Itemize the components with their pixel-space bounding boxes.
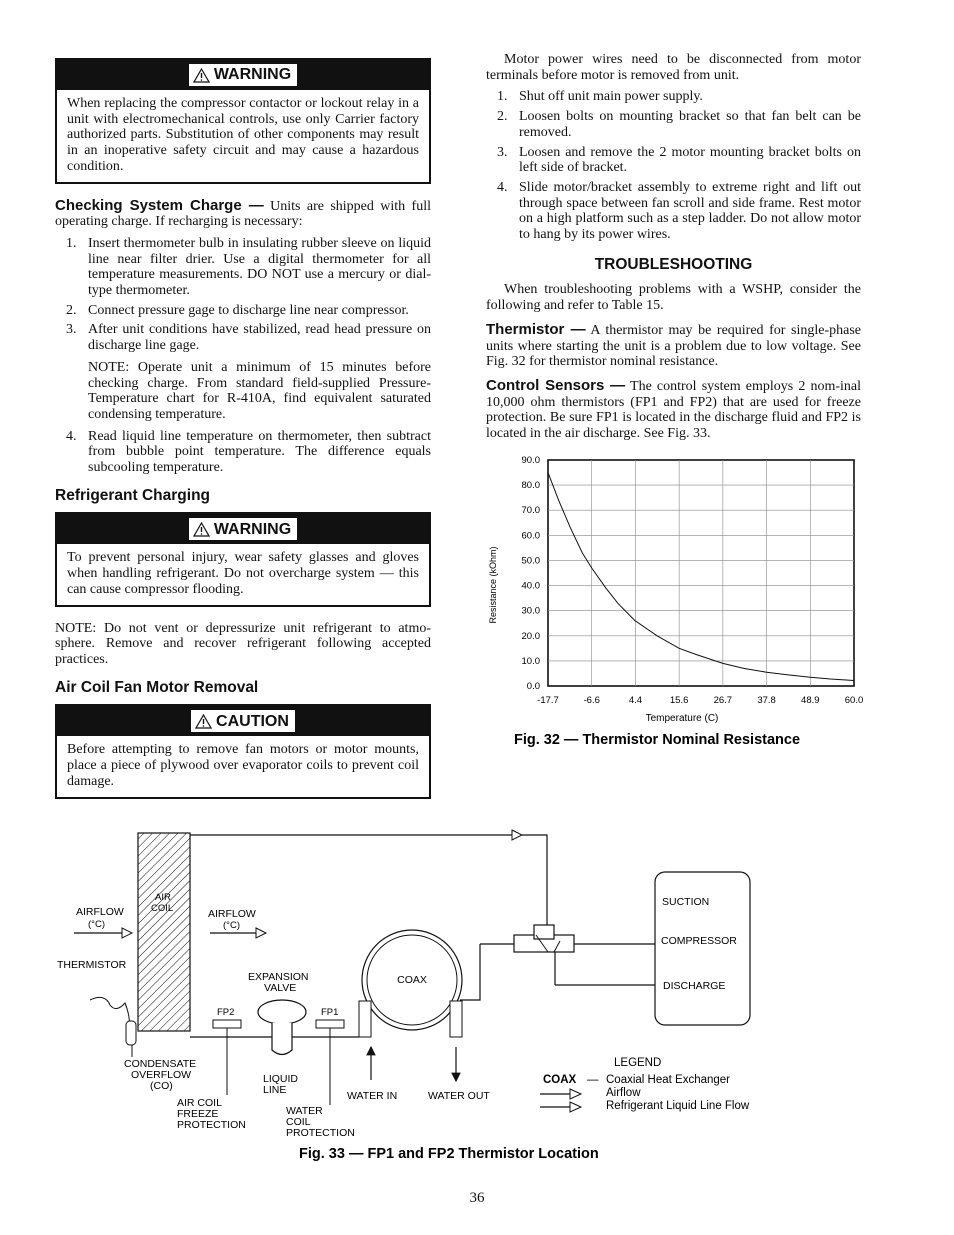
chart-ytick-label: 60.0: [521, 530, 540, 542]
fp2-label: FP2: [217, 1007, 235, 1018]
legend-airflow: Airflow: [606, 1087, 641, 1099]
list-item: 4. Read liquid line temperature on thermometer, then subtract from bubble point temperature. The difference equals subcooling temperature.: [66, 428, 431, 476]
warning-triangle-icon: [193, 68, 210, 83]
water-fp-label: WATER: [286, 1105, 323, 1117]
chart-ytick-label: 10.0: [521, 655, 540, 667]
warning-text: To prevent personal injury, wear safety glasses and gloves when handling refrigerant. Do not overcharge system — this can cause compressor flooding.: [67, 550, 419, 597]
fp1-label: FP1: [321, 1007, 339, 1018]
fp2-sensor: [213, 1020, 241, 1028]
airflow-unit: (°C): [88, 919, 105, 930]
thermistor-text: A thermistor may be required for single-phase units where starting the unit is a problem due to low voltage. See Fig. 32 for thermistor nominal resistance.: [486, 322, 861, 370]
fp1-fp2-diagram: [50, 825, 840, 1170]
list-item: 2. Connect pressure gage to discharge line near compressor.: [66, 302, 409, 318]
warning-box-contactor: [55, 58, 431, 184]
list-item: 2. Loosen bolts on mounting bracket so that fan belt can be removed.: [497, 109, 861, 140]
legend-airflow-arrow-icon: [570, 1089, 581, 1099]
condensate-label: (CO): [150, 1080, 173, 1092]
checking-charge-intro: Units are shipped with full operating charge. If recharging is necessary:: [55, 198, 431, 230]
control-sensors-text: The control system employs 2 nom-inal 10,000 ohm thermistors (FP1 and FP2) that are used for freeze protection. Be sure FP1 is located in the discharge fluid and FP2 is located in the air discharge. See Fig. 33.: [486, 378, 861, 442]
left-column: [55, 58, 431, 809]
caution-box-fan: [55, 704, 431, 798]
chart-ytick-label: 80.0: [521, 480, 540, 492]
warning-label: WARNING: [189, 64, 297, 86]
water-fp-label: COIL: [286, 1116, 311, 1128]
liquid-line-label: LIQUID: [263, 1073, 299, 1085]
motor-intro: Motor power wires need to be disconnected from motor terminals before motor is removed from unit.: [486, 52, 861, 83]
chart-ytick-label: 40.0: [521, 580, 540, 592]
charge-steps-cont: [55, 429, 431, 476]
thermistor-resistance-chart: [480, 450, 880, 750]
chart-xtick-label: -6.6: [583, 695, 600, 706]
list-item: 4. Slide motor/bracket assembly to extreme right and lift out through space between fan scroll and side frame. Rest motor on a high platform such as a step ladder. Do not allow motor to hang by its power wires.: [497, 179, 861, 243]
motor-steps: [486, 89, 861, 242]
chart-ytick-label: 20.0: [521, 630, 540, 642]
caution-text: Before attempting to remove fan motors or motor mounts, place a piece of plywood over evaporator coils to prevent coil damage.: [67, 742, 419, 789]
coax-label: COAX: [397, 974, 427, 986]
troubleshooting-heading: TROUBLESHOOTING: [594, 255, 753, 273]
chart-ytick-label: 90.0: [521, 455, 540, 466]
page-number: 36: [469, 1190, 485, 1206]
caution-label: CAUTION: [191, 710, 295, 732]
expansion-label: EXPANSION: [248, 971, 309, 983]
warning-text: When replacing the compressor contactor or lockout relay in a unit with electromechanical controls, use only Carrier factory authorized parts. Substitution of other components may result in an inoperative safety circuit and may cause a hazardous condition.: [67, 96, 419, 174]
chart-xlabel: Temperature (C): [645, 713, 719, 724]
charge-note: NOTE: Operate unit a minimum of 15 minutes before checking charge. From standard field-supplied Pressure-Temperature chart for R-410A, find equivalent saturated condensing temperature.: [88, 359, 431, 422]
chart-xtick-label: 26.7: [713, 695, 733, 706]
legend-coax-key: COAX: [543, 1074, 577, 1086]
compressor: [655, 872, 750, 1025]
liquid-line-label: LINE: [263, 1084, 287, 1096]
legend-refrigerant-arrow-icon: [570, 1102, 581, 1112]
warning-box-refrigerant: [55, 512, 431, 606]
air-coil: [138, 833, 190, 1031]
fp1-sensor: [316, 1020, 344, 1028]
expansion-valve: [258, 1000, 306, 1024]
chart-ytick-label: 70.0: [521, 505, 540, 517]
chart-xtick-label: 37.8: [757, 695, 776, 706]
air-coil-label: COIL: [151, 903, 174, 914]
charge-steps: [55, 236, 431, 354]
warning-label: WARNING: [189, 518, 297, 540]
airflow-unit: (°C): [223, 920, 240, 931]
chart-ylabel: Resistance (kOhm): [488, 546, 498, 624]
chart-ytick-label: 0.0: [526, 681, 540, 692]
flow-arrow-icon: [512, 830, 522, 840]
chart-xtick-label: 48.9: [801, 695, 820, 706]
control-sensors-heading: Control Sensors —: [486, 376, 626, 394]
refrigerant-charging-heading: Refrigerant Charging: [55, 486, 211, 504]
air-coil-label: AIR: [155, 892, 171, 903]
condensate-label: OVERFLOW: [131, 1069, 192, 1081]
right-column: [486, 52, 861, 448]
legend-dash: —: [587, 1074, 599, 1086]
air-coil-fp-label: AIR COIL: [177, 1097, 222, 1109]
thermistor-heading: Thermistor —: [486, 320, 586, 338]
airflow-arrow-icon: [122, 928, 132, 938]
chart-ytick-label: 30.0: [521, 605, 540, 617]
legend-coax-desc: Coaxial Heat Exchanger: [606, 1074, 731, 1086]
legend-title: LEGEND: [614, 1057, 662, 1069]
list-item: 3. Loosen and remove the 2 motor mounting bracket bolts on left side of bracket.: [497, 144, 861, 176]
warning-triangle-icon: [195, 714, 212, 729]
airflow-arrow-icon: [256, 928, 266, 938]
water-in-label: WATER IN: [347, 1090, 398, 1102]
expansion-label: VALVE: [264, 982, 297, 994]
troubleshooting-intro: When troubleshooting problems with a WSHP, consider the following and refer to Table 15.: [486, 282, 861, 314]
list-item: 1. Shut off unit main power supply.: [497, 89, 703, 105]
water-out-label: WATER OUT: [428, 1090, 490, 1102]
air-coil-fp-label: PROTECTION: [177, 1119, 246, 1131]
list-item: 3. After unit conditions have stabilized, read head pressure on discharge line gage.: [66, 322, 431, 354]
chart-title: Fig. 32 — Thermistor Nominal Resistance: [513, 732, 801, 748]
list-item: 1. Insert thermometer bulb in insulating rubber sleeve on liquid line near filter drier. Use a digital thermometer for all temperature measurements. DO NOT use a mercury or dial-type thermometer.: [66, 235, 431, 299]
air-coil-fan-heading: Air Coil Fan Motor Removal: [55, 678, 259, 696]
compressor-label: COMPRESSOR: [661, 935, 737, 947]
air-coil-fp-label: FREEZE: [177, 1108, 219, 1120]
warning-triangle-icon: [193, 522, 210, 537]
resistance-curve: [548, 473, 854, 681]
thermistor-label: THERMISTOR: [57, 959, 127, 971]
airflow-label: AIRFLOW: [76, 906, 124, 918]
condensate-label: CONDENSATE: [124, 1058, 197, 1070]
discharge-label: DISCHARGE: [663, 980, 726, 992]
legend-refrigerant: Refrigerant Liquid Line Flow: [606, 1100, 750, 1112]
fig33-caption: Fig. 33 — FP1 and FP2 Thermistor Location: [299, 1146, 599, 1162]
chart-xtick-label: 15.6: [669, 695, 689, 706]
chart-xtick-label: 60.0: [844, 695, 864, 706]
chart-xtick-label: -17.7: [537, 695, 559, 706]
airflow-label: AIRFLOW: [208, 908, 256, 920]
thermistor-probe: [90, 997, 130, 1030]
chart-frame: [548, 460, 854, 686]
suction-label: SUCTION: [662, 896, 710, 908]
water-fp-label: PROTECTION: [286, 1127, 355, 1139]
chart-ytick-label: 50.0: [521, 555, 540, 567]
checking-charge-heading: Checking System Charge —: [55, 196, 264, 214]
chart-xtick-label: 4.4: [628, 695, 643, 706]
refrigerant-note: NOTE: Do not vent or depressurize unit refrigerant to atmo-sphere. Remove and recover refrigerant following accepted practices.: [55, 620, 431, 667]
